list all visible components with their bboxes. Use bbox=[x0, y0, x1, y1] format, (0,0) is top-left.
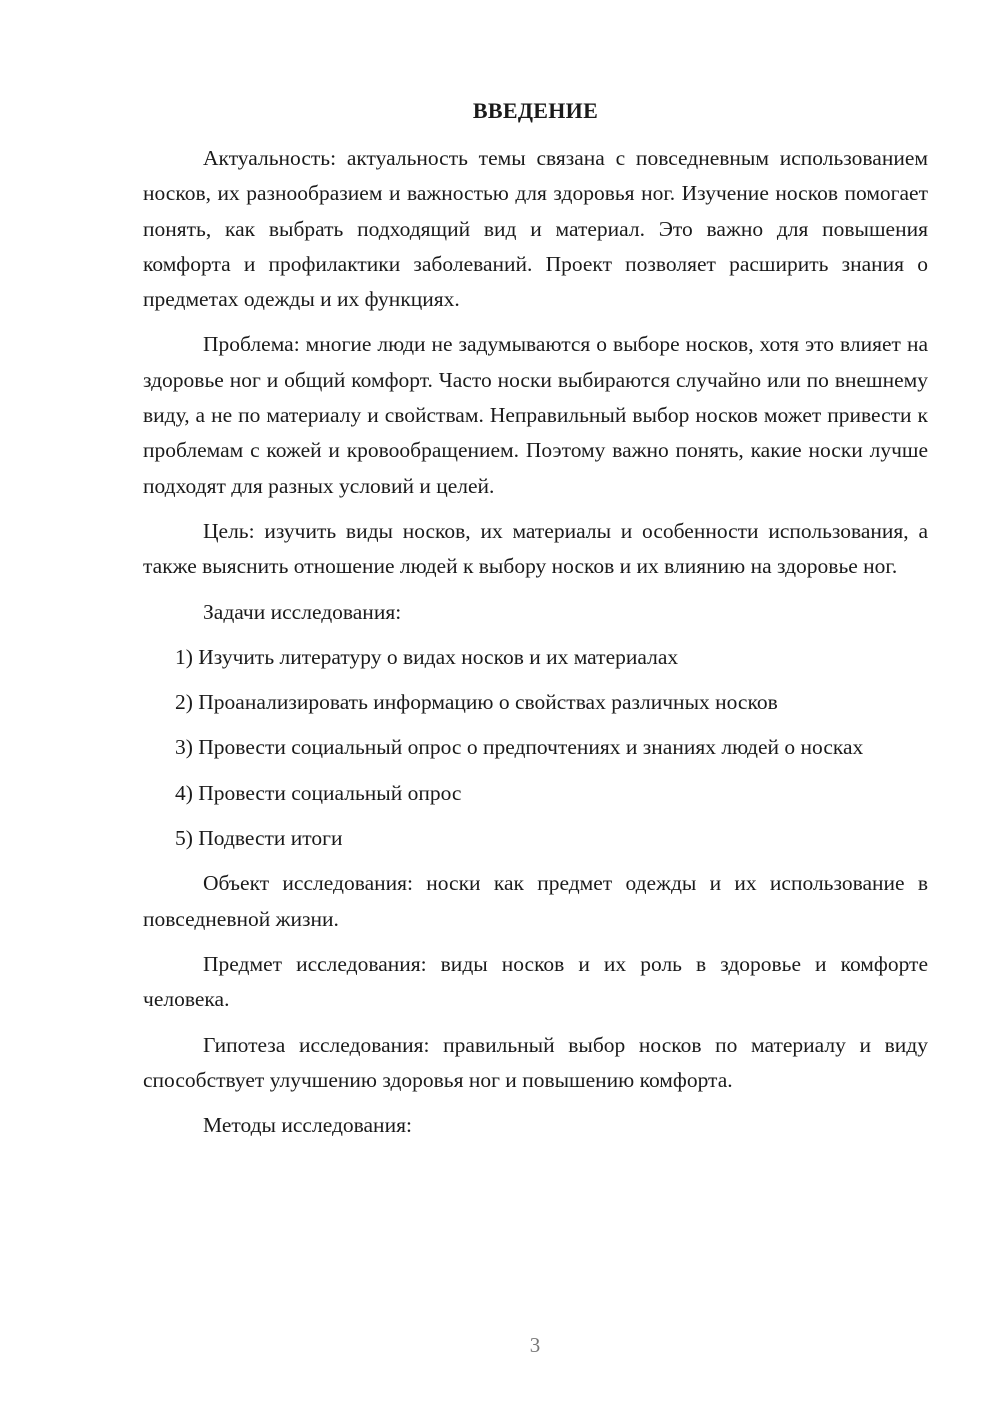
tasks-heading: Задачи исследования: bbox=[203, 599, 402, 624]
paragraph-problem: Проблема: многие люди не задумываются о выборе носков, хотя это влияет на здоровье ног и общий комфорт. Часто носки выбираются случайно или по внешнему виду, а не по материалу и свойствам. Неправильный выбор носков может привести к проблемам с кожей и кровообращением. Поэтому важно понять, какие носки лучше подходят для разных условий и целей. bbox=[143, 332, 928, 498]
task-item-4: 4) Провести социальный опрос bbox=[175, 780, 462, 805]
section-title: ВВЕДЕНИЕ bbox=[472, 98, 599, 123]
paragraph-goal: Цель: изучить виды носков, их материалы и особенности использования, а также выяснить отношение людей к выбору носков и их влиянию на здоровье ног. bbox=[143, 518, 928, 579]
task-item-5: 5) Подвести итоги bbox=[175, 826, 343, 851]
methods-heading: Методы исследования: bbox=[203, 1113, 412, 1138]
task-item-3: 3) Провести социальный опрос о предпочтениях и знаниях людей о носках bbox=[175, 735, 864, 760]
document-page bbox=[143, 95, 928, 1153]
paragraph-hypothesis: Гипотеза исследования: правильный выбор носков по материалу и виду способствует улучшению здоровья ног и повышению комфорта. bbox=[143, 1032, 928, 1092]
paragraph-subject: Предмет исследования: виды носков и их роль в здоровье и комфорте человека. bbox=[143, 951, 928, 1012]
paragraph-relevance: Актуальность: актуальность темы связана с повседневным использованием носков, их разнообразием и важностью для здоровья ног. Изучение носков помогает понять, как выбрать подходящий вид и материал. Это важно для повышения комфорта и профилактики заболеваний. Проект позволяет расширить знания о предметах одежды и их функциях. bbox=[143, 146, 928, 312]
task-item-2: 2) Проанализировать информацию о свойствах различных носков bbox=[175, 690, 778, 715]
page-number: 3 bbox=[529, 1333, 541, 1357]
task-item-1: 1) Изучить литературу о видах носков и их материалах bbox=[175, 644, 679, 669]
paragraph-object: Объект исследования: носки как предмет одежды и их использование в повседневной жизни. bbox=[143, 871, 928, 931]
